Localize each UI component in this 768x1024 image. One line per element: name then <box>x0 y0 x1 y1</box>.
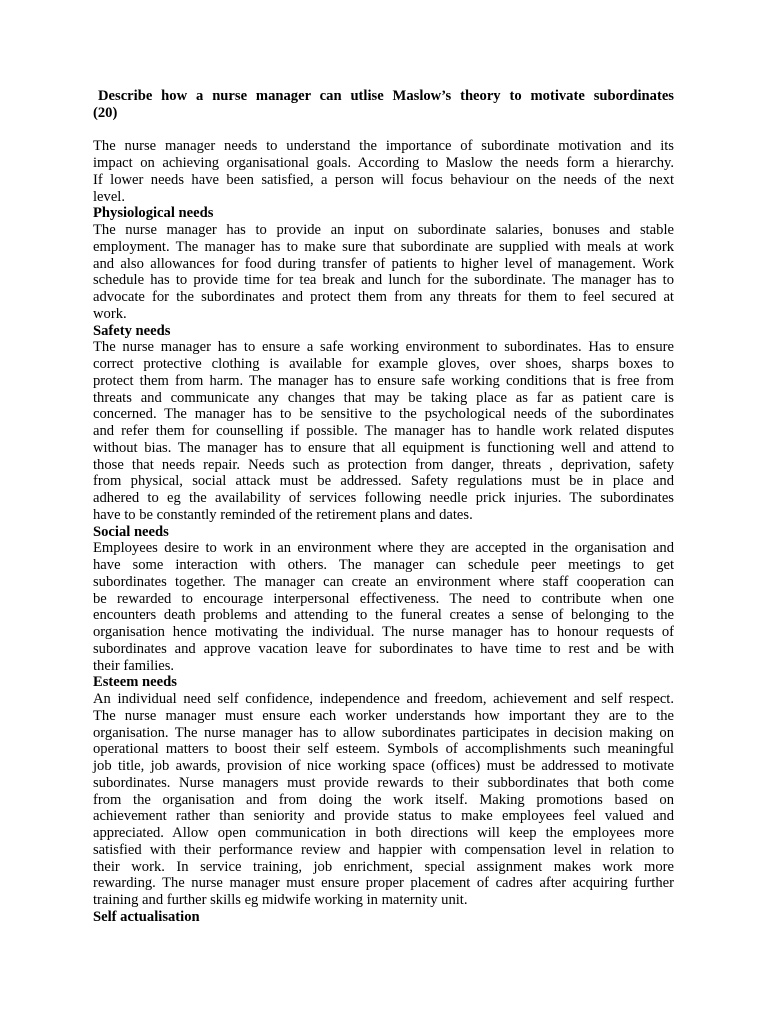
text-line: Describe how a nurse manager can utlise Maslow’s theory to motivate subordinates <box>98 88 674 104</box>
text-line: The nurse manager has to provide an input on subordinate salaries, bonuses and stable <box>93 222 674 238</box>
text-line: their families. <box>93 657 175 674</box>
text-line: organisation hence motivating the individual. The nurse manager has to honour requests of <box>93 624 674 640</box>
text-line: advocate for the subordinates and protect them from any threats for them to feel secured at <box>93 289 674 305</box>
sections-container <box>93 205 674 925</box>
text-line: appreciated. Allow open communication in both directions will keep the employees more <box>93 825 674 841</box>
text-line: (20) <box>93 104 118 121</box>
section-safety-needs <box>93 323 674 524</box>
text-line: have to be constantly reminded of the retirement plans and dates. <box>93 506 473 523</box>
section-heading: Physiological needs <box>93 205 214 222</box>
document-body <box>93 88 674 926</box>
text-line: achievement rather than seniority and provide status to make employees feel valued and <box>93 808 674 825</box>
text-line: employment. The manager has to make sure that subordinate are supplied with meals at work <box>93 238 674 255</box>
section-heading: Esteem needs <box>93 674 177 691</box>
text-line: and also allowances for food during transfer of patients to higher level of management. Work <box>93 255 674 272</box>
text-line: rewarding. The nurse manager must ensure proper placement of cadres after acquiring further <box>93 875 674 892</box>
text-line: subordinates. Nurse managers must provide rewards to their subbordinates that both come <box>93 774 674 791</box>
text-line: subordinates and approve vacation leave for subordinates to have time to rest and be with <box>93 640 674 657</box>
text-line: without bias. The manager has to ensure that all equipment is functioning well and attend to <box>93 439 674 456</box>
text-line: schedule has to provide time for tea break and lunch for the subordinate. The manager has to <box>93 272 674 289</box>
text-line: The nurse manager has to ensure a safe working environment to subordinates. Has to ensure <box>93 339 674 356</box>
text-line: from the organisation and from doing the work itself. Making promotions based on <box>93 791 674 808</box>
text-line: correct protective clothing is available for example gloves, over shoes, sharps boxes to <box>93 356 674 372</box>
text-line: adhered to eg the availability of services following needle prick injuries. The subordinates <box>93 490 674 506</box>
text-line: level. <box>93 188 126 205</box>
text-line: job title, job awards, provision of nice working space (offices) must be addressed to motivate <box>93 758 674 774</box>
text-line: concerned. The manager has to be sensitive to the psychological needs of the subordinates <box>93 406 674 423</box>
text-line: organisation. The nurse manager has to allow subordinates participates in decision making on <box>93 724 674 741</box>
text-line: training and further skills eg midwife working in maternity unit. <box>93 892 468 908</box>
text-line: impact on achieving organisational goals. According to Maslow the needs form a hierarchy. <box>93 155 674 171</box>
section-self-actualisation <box>93 909 674 926</box>
text-line: and refer them for counselling if possible. The manager has to handle work related disputes <box>93 423 674 439</box>
text-line: from physical, social attack must be addressed. Safety regulations must be in place and <box>93 473 674 490</box>
text-line: their work. In service training, job enrichment, special assignment makes work more <box>93 858 674 875</box>
text-line: be rewarded to encourage interpersonal effectiveness. The need to contribute when one <box>93 590 674 607</box>
text-line: encounters death problems and attending to the funeral creates a sense of belonging to the <box>93 607 674 624</box>
intro-paragraph <box>93 138 674 205</box>
text-line: The nurse manager must ensure each worker understands how important they are to the <box>93 707 674 724</box>
text-line: have some interaction with others. The manager can schedule peer meetings to get <box>93 557 674 573</box>
section-heading: Social needs <box>93 523 169 540</box>
section-heading: Self actualisation <box>93 908 200 925</box>
text-line: work. <box>93 305 127 322</box>
section-esteem-needs <box>93 674 674 909</box>
text-line: subordinates together. The manager can create an environment where staff cooperation can <box>93 573 674 590</box>
question-title <box>93 88 674 122</box>
text-line: operational matters to boost their self esteem. Symbols of accomplishments such meaningful <box>93 741 674 758</box>
section-physiological-needs <box>93 205 674 322</box>
text-line: satisfied with their performance review and happier with compensation level in relation to <box>93 841 674 858</box>
text-line: threats and communicate any changes that may be taking place as far as patient care is <box>93 389 674 406</box>
text-line: If lower needs have been satisfied, a person will focus behaviour on the needs of the next <box>93 171 674 188</box>
text-line: The nurse manager needs to understand the importance of subordinate motivation and its <box>93 138 674 155</box>
text-line: Employees desire to work in an environment where they are accepted in the organisation and <box>93 540 674 557</box>
text-line: those that needs repair. Needs such as protection from danger, threats , deprivation, safety <box>93 456 674 473</box>
section-social-needs <box>93 524 674 675</box>
text-line: protect them from harm. The manager has to ensure safe working conditions that is free from <box>93 372 674 389</box>
text-line: An individual need self confidence, independence and freedom, achievement and self respect. <box>93 691 674 707</box>
section-heading: Safety needs <box>93 322 171 339</box>
